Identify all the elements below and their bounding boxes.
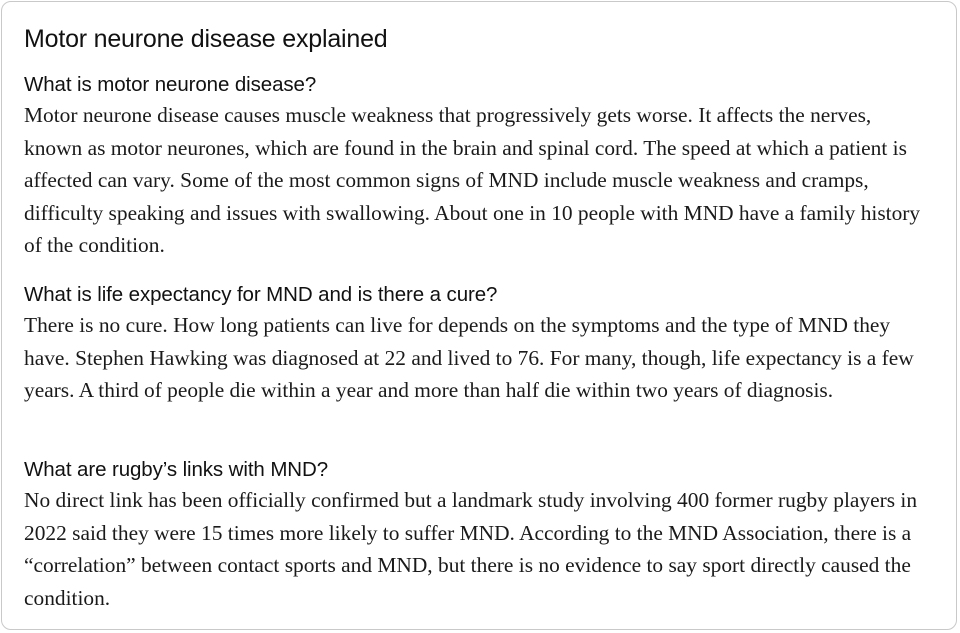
section-body: Motor neurone disease causes muscle weakness that progressively gets worse. It affects the nerves, known as motor neurones, which are found in the brain and spinal cord. The speed at which a patient is affected can vary. Some of the most common signs of MND include muscle weakness and cramps, difficulty speaking and issues with swallowing. About one in 10 people with MND have a family history of the condition.: [24, 103, 921, 257]
section-body: No direct link has been officially confirmed but a landmark study involving 400 former rugby players in 2022 said they were 15 times more likely to suffer MND. According to the MND Association, there is a “correlation” between contact sports and MND, but there is no evidence to say sport directly caused the condition.: [24, 488, 918, 610]
section-heading: What is life expectancy for MND and is there a cure?: [24, 283, 498, 306]
section-heading: What is motor neurone disease?: [24, 73, 317, 96]
section-body: There is no cure. How long patients can live for depends on the symptoms and the type of MND they have. Stephen Hawking was diagnosed at 22 and lived to 76. For many, though, life expectancy is a few years. A third of people die within a year and more than half die within two years of diagnosis.: [24, 313, 914, 402]
section-heading: What are rugby’s links with MND?: [24, 458, 329, 481]
section-what-is-mnd: [24, 71, 934, 262]
section-life-expectancy: [24, 281, 934, 407]
card-title: Motor neurone disease explained: [24, 25, 388, 53]
explainer-card: [1, 1, 957, 630]
section-rugby-links: [24, 456, 934, 614]
